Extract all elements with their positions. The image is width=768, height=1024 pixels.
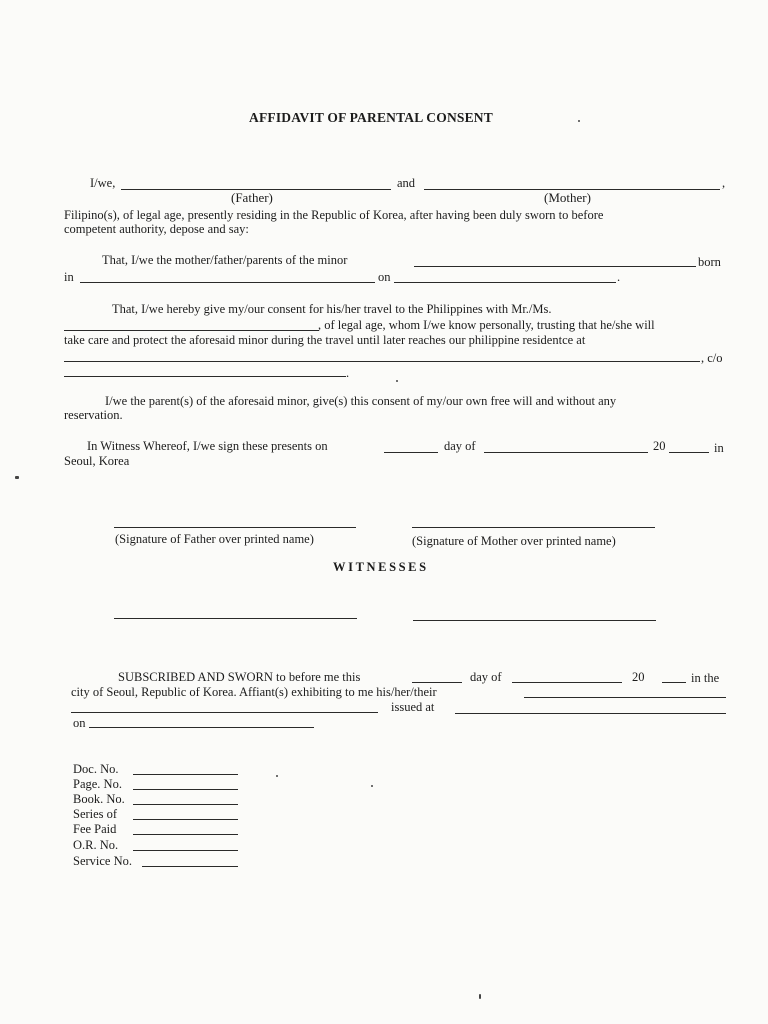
seoul-korea: Seoul, Korea <box>64 454 130 468</box>
scan-speck <box>578 120 580 122</box>
jurat-year-prefix: 20 <box>632 670 645 684</box>
sign-year-field[interactable] <box>669 452 709 453</box>
doc-no-field[interactable] <box>133 774 238 775</box>
jurat-month-field[interactable] <box>512 682 622 683</box>
issued-at-field[interactable] <box>455 713 726 714</box>
service-no-label: Service No. <box>73 854 133 868</box>
jurat-year-field[interactable] <box>662 682 686 683</box>
comma: , <box>722 176 726 190</box>
book-no-field[interactable] <box>133 804 238 805</box>
doc-no-label: Doc. No. <box>73 762 119 776</box>
residence-address-field[interactable] <box>64 361 700 362</box>
birthdate-field[interactable] <box>394 282 616 283</box>
witness1-line[interactable] <box>114 618 357 619</box>
para1-line1: Filipino(s), of legal age, presently residing in the Republic of Korea, after having been duly sworn to before <box>64 208 604 222</box>
on-label: on <box>73 716 86 730</box>
or-no-field[interactable] <box>133 850 238 851</box>
para2-text: That, I/we the mother/father/parents of the minor <box>102 253 348 267</box>
witness-whereof-text: In Witness Whereof, I/we sign these presents on <box>87 439 328 453</box>
companion-name-field[interactable] <box>64 330 319 331</box>
para3-line2: , of legal age, whom I/we know personally, trusting that he/she will <box>318 318 655 332</box>
jurat-text: SUBSCRIBED AND SWORN to before me this <box>118 670 361 684</box>
period: . <box>346 366 350 380</box>
sign-month-field[interactable] <box>484 452 648 453</box>
service-no-field[interactable] <box>142 866 238 867</box>
page-no-field[interactable] <box>133 789 238 790</box>
mother-signature-line[interactable] <box>412 527 655 528</box>
scan-speck <box>15 476 19 479</box>
para3-line1: That, I/we hereby give my/our consent for his/her travel to the Philippines with Mr./Ms. <box>112 302 552 316</box>
document-title: AFFIDAVIT OF PARENTAL CONSENT <box>249 110 493 125</box>
care-of-field[interactable] <box>64 376 346 377</box>
scan-speck <box>276 775 278 777</box>
scan-speck <box>479 994 481 999</box>
series-of-field[interactable] <box>133 819 238 820</box>
mother-signature-caption: (Signature of Mother over printed name) <box>412 534 616 548</box>
in-label: in <box>64 270 74 284</box>
in-label: in <box>714 441 724 455</box>
sign-day-field[interactable] <box>384 452 438 453</box>
fee-paid-field[interactable] <box>133 834 238 835</box>
issued-on-field[interactable] <box>89 727 314 728</box>
witnesses-heading: WITNESSES <box>333 560 429 574</box>
iwe-label: I/we, <box>90 176 116 190</box>
born-label: born <box>698 255 721 269</box>
fee-paid-label: Fee Paid <box>73 822 117 836</box>
minor-name-field[interactable] <box>414 266 696 267</box>
birthplace-field[interactable] <box>80 282 375 283</box>
year-prefix: 20 <box>653 439 666 453</box>
father-signature-line[interactable] <box>114 527 356 528</box>
co-label: , c/o <box>701 351 723 365</box>
father-caption: (Father) <box>231 190 273 205</box>
para4-line2: reservation. <box>64 408 123 422</box>
father-signature-caption: (Signature of Father over printed name) <box>115 532 314 546</box>
and-label: and <box>397 176 416 190</box>
id-document-field[interactable] <box>524 697 726 698</box>
jurat-in-the: in the <box>691 671 720 685</box>
para4-line1: I/we the parent(s) of the aforesaid minor, give(s) this consent of my/our own free will and without any <box>105 394 617 408</box>
scan-speck <box>396 380 398 382</box>
jurat-line2: city of Seoul, Republic of Korea. Affiant(s) exhibiting to me his/her/their <box>71 685 437 699</box>
issued-at-label: issued at <box>391 700 435 714</box>
on-label: on <box>378 270 391 284</box>
book-no-label: Book. No. <box>73 792 125 806</box>
jurat-day-of: day of <box>470 670 502 684</box>
period: . <box>617 270 621 284</box>
series-of-label: Series of <box>73 807 118 821</box>
day-of-label: day of <box>444 439 476 453</box>
id-number-field[interactable] <box>71 712 378 713</box>
jurat-day-field[interactable] <box>412 682 462 683</box>
or-no-label: O.R. No. <box>73 838 119 852</box>
scan-speck <box>371 785 373 787</box>
page-no-label: Page. No. <box>73 777 122 791</box>
para3-line3: take care and protect the aforesaid minor during the travel until later reaches our philippine residentce at <box>64 333 586 347</box>
witness2-line[interactable] <box>413 620 656 621</box>
para1-line2: competent authority, depose and say: <box>64 222 249 236</box>
mother-caption: (Mother) <box>544 190 591 205</box>
